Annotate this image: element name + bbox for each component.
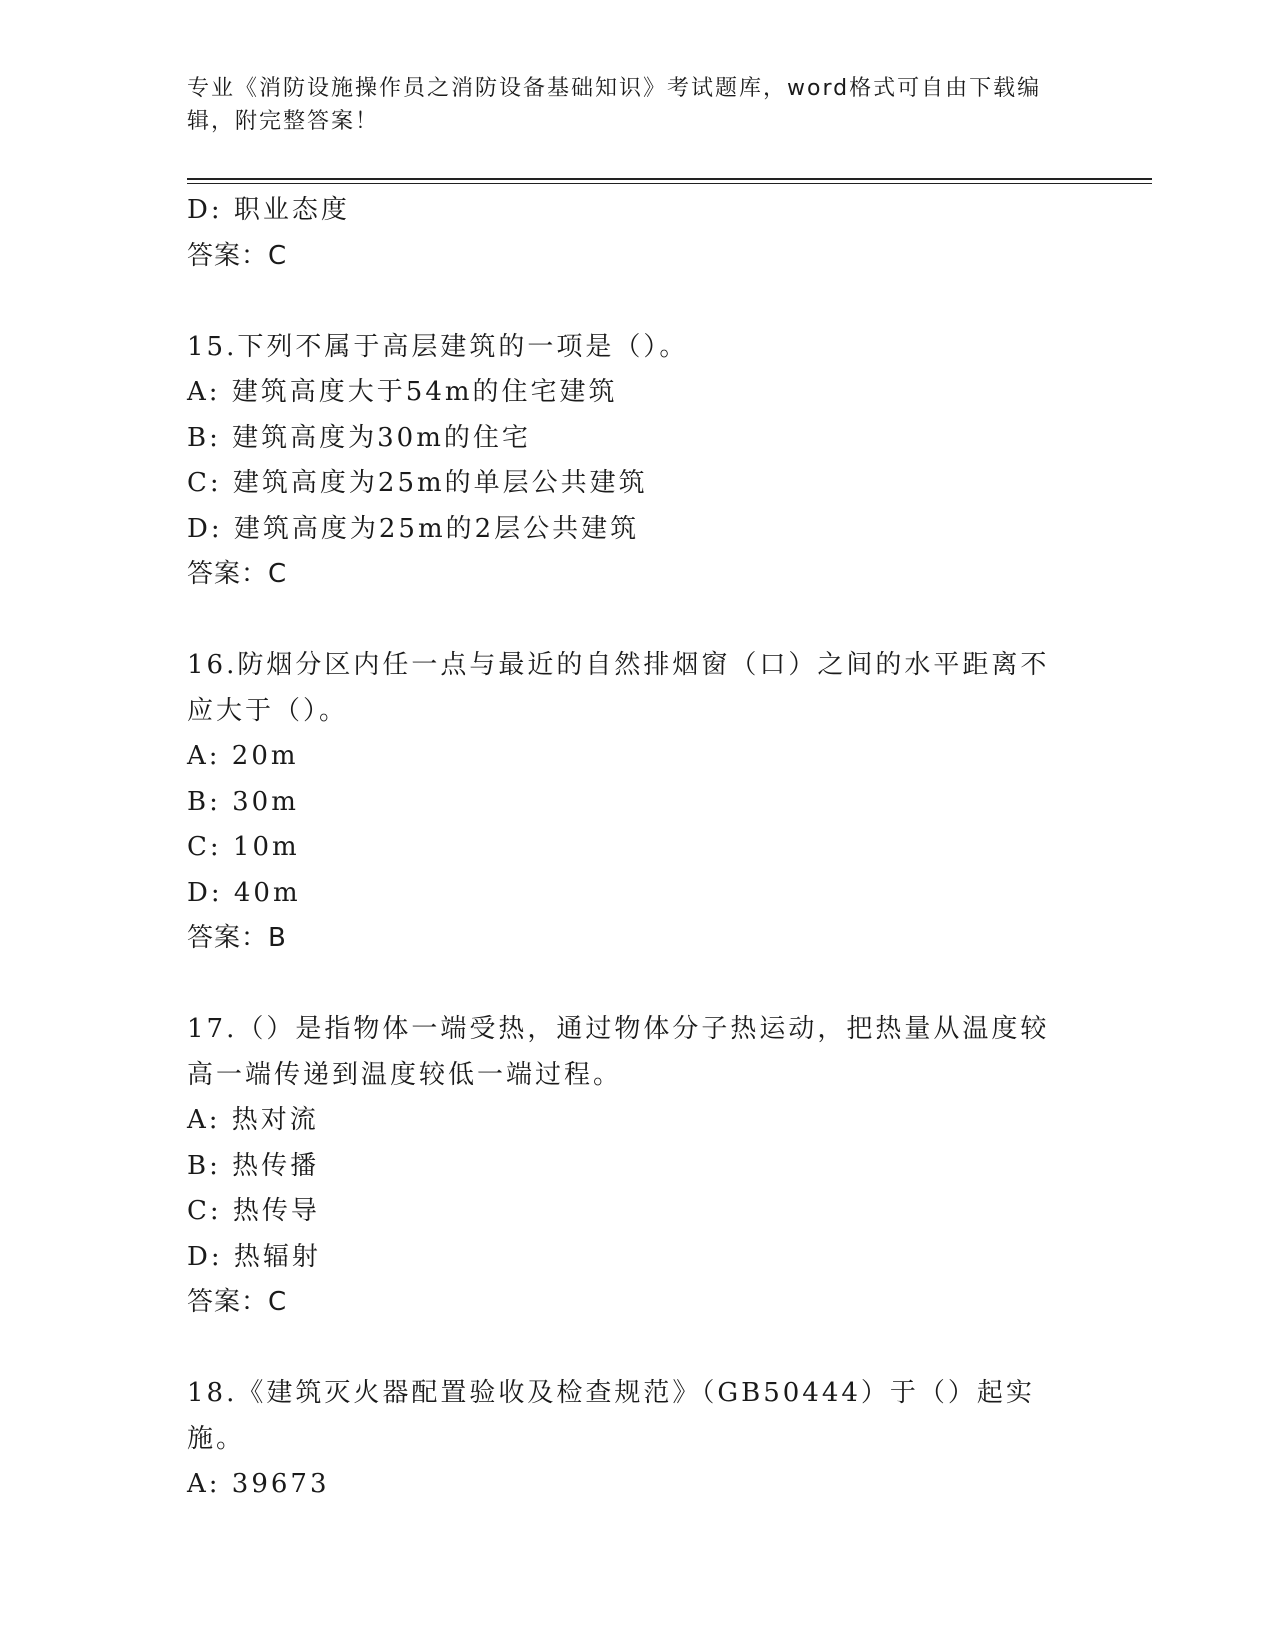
option-a: A: 39673: [187, 1469, 330, 1499]
answer: 答案：C: [187, 1287, 288, 1317]
document-header: 专业《消防设施操作员之消防设备基础知识》考试题库，word格式可自由下载编辑，附完整答案！: [187, 76, 1042, 134]
option-c: C: 10m: [187, 832, 300, 862]
spacer: [187, 279, 1087, 325]
option-b: B: 热传播: [187, 1150, 320, 1181]
option-d: D: 建筑高度为25m的2层公共建筑: [187, 513, 640, 544]
question-stem: 15.下列不属于高层建筑的一项是（）。: [187, 331, 689, 362]
spacer: [187, 1326, 1087, 1372]
answer: 答案：C: [187, 559, 288, 589]
answer: 答案：C: [187, 240, 288, 271]
option-c: C: 建筑高度为25m的单层公共建筑: [187, 468, 648, 498]
option-d: D: 职业态度: [187, 195, 350, 225]
document-body: [187, 188, 1087, 1508]
spacer: [187, 598, 1087, 644]
option-a: A: 20m: [187, 741, 299, 771]
option-d: D: 热辐射: [187, 1241, 321, 1272]
header-rule-thin: [187, 183, 1152, 184]
option-b: B: 建筑高度为30m的住宅: [187, 422, 531, 453]
option-b: B: 30m: [187, 786, 299, 817]
question-stem: 18.《建筑灭火器配置验收及检查规范》（GB50444）于（）起实施。: [187, 1378, 1035, 1454]
option-a: A: 热对流: [187, 1105, 319, 1135]
option-a: A: 建筑高度大于54m的住宅建筑: [187, 377, 618, 407]
spacer: [187, 962, 1087, 1008]
question-stem: 17.（）是指物体一端受热，通过物体分子热运动，把热量从温度较高一端传递到温度较低一端过程。: [187, 1014, 1050, 1090]
option-d: D: 40m: [187, 877, 301, 908]
option-c: C: 热传导: [187, 1196, 320, 1226]
question-stem: 16.防烟分区内任一点与最近的自然排烟窗（口）之间的水平距离不应大于（）。: [187, 650, 1050, 726]
answer: 答案：B: [187, 923, 287, 953]
header-rule-thick: [187, 178, 1152, 180]
